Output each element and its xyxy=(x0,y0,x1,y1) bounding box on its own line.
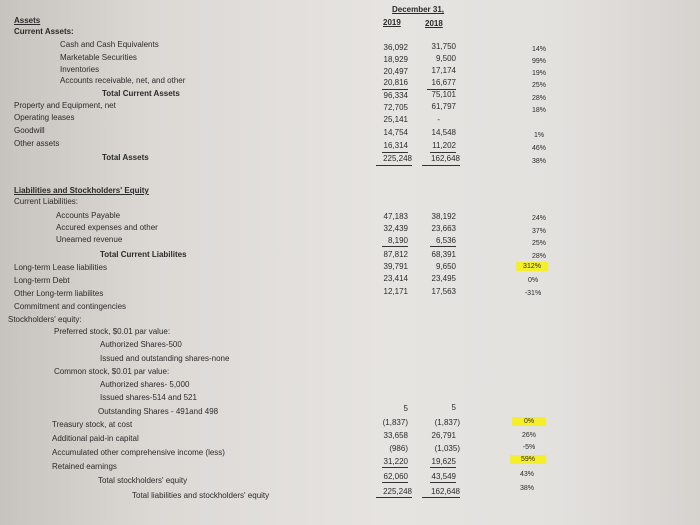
value-2018: (1,837) xyxy=(434,418,460,427)
total-liabilities-equity-label: Total liabilities and stockholders' equity xyxy=(132,491,270,500)
row-label: Accounts Payable xyxy=(56,211,121,220)
subtotal-rule xyxy=(430,152,456,153)
common-issued-label: Issued shares-514 and 521 xyxy=(100,393,197,402)
pct-change: 24% xyxy=(531,215,546,222)
value-2018: 162,648 xyxy=(431,154,460,163)
total-rule xyxy=(422,165,460,166)
pct-change: -31% xyxy=(524,290,542,297)
pct-change: 38% xyxy=(519,485,534,492)
subtotal-rule xyxy=(430,482,456,483)
row-label: Outstanding Shares - 491and 498 xyxy=(98,407,219,416)
common-authorized-label: Authorized shares- 5,000 xyxy=(100,380,190,389)
pct-change: 28% xyxy=(531,95,546,102)
pct-change: 99% xyxy=(531,58,546,65)
pct-change: 0% xyxy=(527,277,539,284)
pct-change-highlighted: 59% xyxy=(510,455,546,464)
value-2019: 25,141 xyxy=(383,115,408,124)
pct-change: 18% xyxy=(531,107,546,114)
preferred-authorized-label: Authorized Shares-500 xyxy=(100,340,182,349)
value-2019: 20,816 xyxy=(383,78,408,87)
common-stock-label: Common stock, $0.01 par value: xyxy=(54,367,170,376)
value-2018: 31,750 xyxy=(431,42,456,51)
stockholders-equity-heading: Stockholders' equity: xyxy=(8,315,82,324)
pct-change: 38% xyxy=(531,158,546,165)
value-2018: 11,202 xyxy=(432,141,456,150)
value-2019: 87,812 xyxy=(383,250,408,259)
commitments-label: Commitment and contingencies xyxy=(14,302,127,311)
value-2018: (1,035) xyxy=(434,444,460,453)
total-current-assets-label: Total Current Assets xyxy=(102,89,180,98)
subtotal-rule xyxy=(382,467,408,468)
row-label: Additional paid-in capital xyxy=(52,434,139,443)
value-2019: 32,439 xyxy=(383,224,408,233)
preferred-stock-label: Preferred stock, $0.01 par value: xyxy=(54,327,171,336)
current-assets-heading: Current Assets: xyxy=(14,27,74,36)
pct-change: 26% xyxy=(521,432,536,439)
row-label: Other Long-term liabilites xyxy=(14,289,104,298)
row-label: Treasury stock, at cost xyxy=(52,420,133,429)
liabilities-heading: Liabilities and Stockholders' Equity xyxy=(14,186,149,195)
value-2018: 23,663 xyxy=(431,224,456,233)
subtotal-rule xyxy=(382,89,408,90)
value-2018: 5 xyxy=(451,403,456,412)
value-2019: (986) xyxy=(389,444,408,453)
pct-change-highlighted: 0% xyxy=(512,417,546,426)
assets-heading: Assets xyxy=(14,16,41,25)
pct-change: 1% xyxy=(533,132,545,139)
value-2018: 9,500 xyxy=(435,54,456,63)
pct-change: 25% xyxy=(531,240,546,247)
value-2019: 72,705 xyxy=(383,103,408,112)
pct-change: -5% xyxy=(522,444,536,451)
value-2019: 14,754 xyxy=(383,128,408,137)
value-2019: 18,929 xyxy=(383,55,408,64)
value-2018: 17,563 xyxy=(431,287,456,296)
value-2018: 19,625 xyxy=(431,457,456,466)
pct-change: 25% xyxy=(531,82,546,89)
value-2018: 75,101 xyxy=(431,90,456,99)
pct-change: 37% xyxy=(531,228,546,235)
value-2018: 68,391 xyxy=(431,250,456,259)
row-label: Cash and Cash Equivalents xyxy=(60,40,159,49)
value-2018: 61,797 xyxy=(431,102,456,111)
value-2018: 26,791 xyxy=(431,431,456,440)
value-2018: 23,495 xyxy=(431,274,456,283)
value-2018: 14,548 xyxy=(431,128,456,137)
row-label: Marketable Securities xyxy=(60,53,137,62)
year-2019-header: 2019 xyxy=(383,18,401,27)
subtotal-rule xyxy=(382,482,408,483)
row-label: Operating leases xyxy=(14,113,75,122)
row-label: Goodwill xyxy=(14,126,45,135)
subtotal-rule xyxy=(430,246,456,247)
row-label: Retained earnings xyxy=(52,462,117,471)
value-2018: 9,650 xyxy=(435,262,456,271)
pct-change: 28% xyxy=(531,253,546,260)
row-label: Other assets xyxy=(14,139,60,148)
total-current-liabilities-label: Total Current Liabilites xyxy=(100,250,187,259)
pct-change-highlighted: 312% xyxy=(516,262,548,271)
year-2018-header: 2018 xyxy=(425,19,443,28)
value-2019: 5 xyxy=(403,404,408,413)
preferred-issued-label: Issued and outstanding shares-none xyxy=(100,354,230,363)
total-rule xyxy=(376,497,412,498)
row-label: Inventories xyxy=(60,65,100,74)
value-2018: 17,174 xyxy=(431,66,456,75)
value-2019: 33,658 xyxy=(383,431,408,440)
pct-change: 19% xyxy=(531,70,546,77)
value-2019: 12,171 xyxy=(383,287,408,296)
pct-change: 46% xyxy=(531,145,546,152)
row-label: Accounts receivable, net, and other xyxy=(60,76,186,85)
row-label: Property and Equipment, net xyxy=(14,101,116,110)
value-2019: 31,220 xyxy=(383,457,408,466)
value-2018: - xyxy=(437,115,440,124)
value-2019: (1,837) xyxy=(382,418,408,427)
value-2019: 225,248 xyxy=(383,487,412,496)
subtotal-rule xyxy=(382,152,408,153)
value-2018: 16,677 xyxy=(431,78,456,87)
total-rule xyxy=(376,165,412,166)
value-2018: 43,549 xyxy=(431,472,456,481)
row-label: Accured expenses and other xyxy=(56,223,158,232)
row-label: Long-term Debt xyxy=(14,276,70,285)
subtotal-rule xyxy=(382,246,408,247)
value-2019: 225,248 xyxy=(383,154,412,163)
total-assets-label: Total Assets xyxy=(102,153,149,162)
current-liabilities-heading: Current Liabilities: xyxy=(14,197,79,206)
pct-change: 14% xyxy=(531,46,546,53)
value-2019: 23,414 xyxy=(383,274,408,283)
value-2019: 8,190 xyxy=(387,236,408,245)
subtotal-rule xyxy=(430,467,456,468)
row-label: Long-term Lease liabilities xyxy=(14,263,107,272)
value-2019: 16,314 xyxy=(383,141,408,150)
row-label: Unearned revenue xyxy=(56,235,123,244)
value-2019: 47,183 xyxy=(383,212,408,221)
value-2018: 38,192 xyxy=(431,212,456,221)
value-2019: 36,092 xyxy=(383,43,408,52)
value-2018: 162,648 xyxy=(431,487,460,496)
value-2019: 39,791 xyxy=(383,262,408,271)
value-2019: 62,060 xyxy=(383,472,408,481)
total-stockholders-equity-label: Total stockholders' equity xyxy=(98,476,188,485)
value-2018: 6,536 xyxy=(435,236,456,245)
total-rule xyxy=(422,497,460,498)
value-2019: 20,497 xyxy=(383,67,408,76)
period-label: December 31, xyxy=(391,5,445,14)
value-2019: 96,334 xyxy=(383,91,408,100)
pct-change: 43% xyxy=(519,471,534,478)
row-label: Accumulated other comprehensive income (less) xyxy=(52,448,225,457)
